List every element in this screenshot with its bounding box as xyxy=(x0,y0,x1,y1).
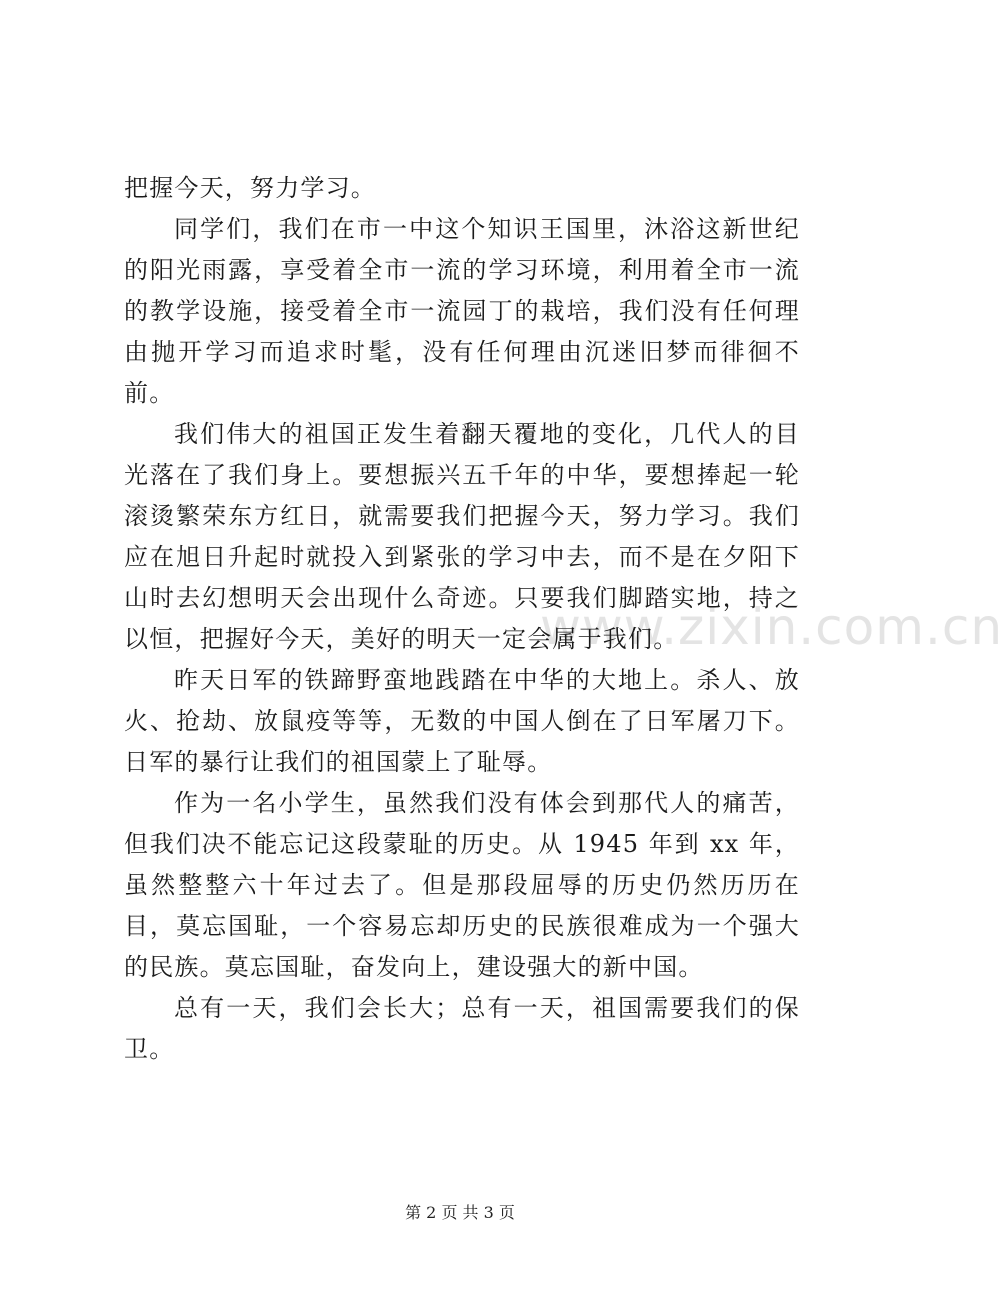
page-footer: 第 2 页 共 3 页 xyxy=(405,1203,515,1222)
paragraph-history: 昨天日军的铁蹄野蛮地践踏在中华的大地上。杀人、放火、抢劫、放鼠疫等等，无数的中国人倒在了日军屠刀下。日军的暴行让我们的祖国蒙上了耻辱。 xyxy=(124,666,800,776)
paragraph-remember: 作为一名小学生，虽然我们没有体会到那代人的痛苦，但我们决不能忘记这段蒙耻的历史。从 1945 年到 xx 年，虽然整整六十年过去了。但是那段屈辱的历史仍然历历在目，莫忘国耻，一个容易忘却历史的民族很难成为一个强大的民族。莫忘国耻，奋发向上，建设强大的新中国。 xyxy=(124,789,800,981)
paragraph-continuation: 把握今天，努力学习。 xyxy=(124,174,376,202)
document-body xyxy=(124,168,800,1070)
paragraph-motherland: 我们伟大的祖国正发生着翻天覆地的变化，几代人的目光落在了我们身上。要想振兴五千年的中华，要想捧起一轮滚烫繁荣东方红日，就需要我们把握今天，努力学习。我们应在旭日升起时就投入到紧张的学习中去，而不是在夕阳下山时去幻想明天会出现什么奇迹。只要我们脚踏实地，持之以恒，把握好今天，美好的明天一定会属于我们。 xyxy=(124,420,800,653)
watermark: www.zixin.com.cn xyxy=(540,598,1003,656)
paragraph-future: 总有一天，我们会长大；总有一天，祖国需要我们的保卫。 xyxy=(124,994,800,1063)
paragraph-school: 同学们，我们在市一中这个知识王国里，沐浴这新世纪的阳光雨露，享受着全市一流的学习环境，利用着全市一流的教学设施，接受着全市一流园丁的栽培，我们没有任何理由抛开学习而追求时髦，没有任何理由沉迷旧梦而徘徊不前。 xyxy=(124,215,800,407)
